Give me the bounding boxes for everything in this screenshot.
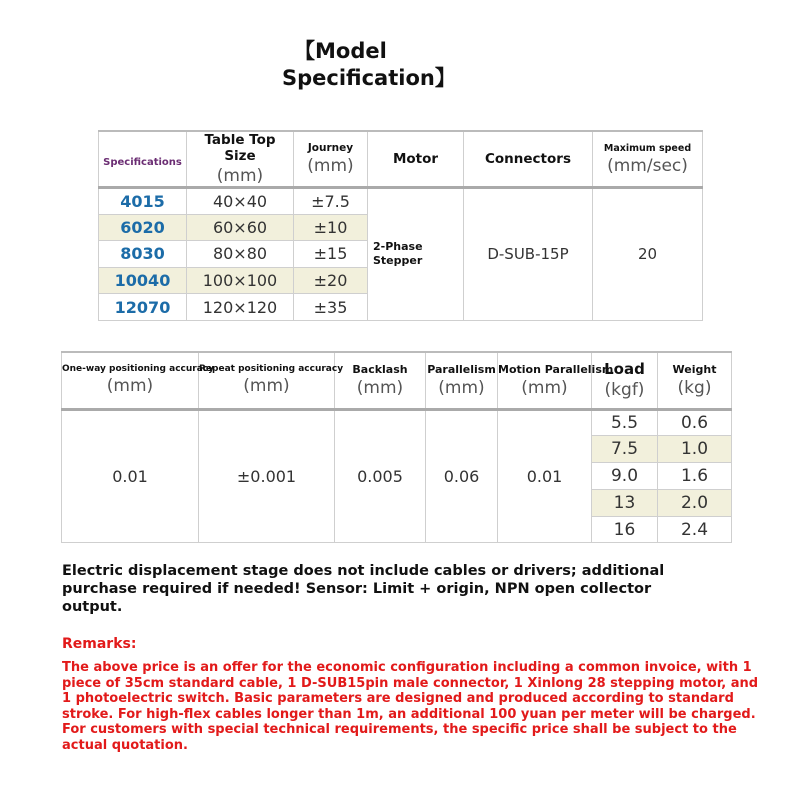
model-cell: 4015 xyxy=(99,188,187,215)
weight-cell: 1.6 xyxy=(658,463,732,490)
header-journey: Journey (mm) xyxy=(294,131,368,188)
model-cell: 10040 xyxy=(99,267,187,294)
weight-cell: 0.6 xyxy=(658,409,732,436)
load-cell: 13 xyxy=(592,489,658,516)
header-repeat: Repeat positioning accuracy (mm) xyxy=(199,352,335,409)
page-title xyxy=(282,38,456,92)
remarks-text: The above price is an offer for the economic configuration including a common invoice, with 1 piece of 35cm standard cable, 1 D-SUB15pin male connector, 1 Xinlong 28 stepping motor, and 1 photoelectric switch. Basic parameters are designed and produced according to standard stroke. For high-flex cables longer than 1m, an additional 100 yuan per meter will be charged. For customers with special technical requirements, the specific price shall be subject to the actual quotation. xyxy=(62,660,759,753)
model-cell: 12070 xyxy=(99,294,187,321)
size-cell: 100×100 xyxy=(187,267,294,294)
motor-cell xyxy=(368,188,464,321)
product-note: Electric displacement stage does not include cables or drivers; additional purchase required if needed! Sensor: Limit + origin, NPN open collector output. xyxy=(62,563,665,615)
header-load: Load (kgf) xyxy=(592,352,658,409)
repeat-cell: ±0.001 xyxy=(199,409,335,543)
one-way-cell: 0.01 xyxy=(62,409,199,543)
load-cell: 9.0 xyxy=(592,463,658,490)
header-specifications: Specifications xyxy=(99,131,187,188)
table-row xyxy=(99,188,703,215)
load-cell: 5.5 xyxy=(592,409,658,436)
page-title-line2: Specification】 xyxy=(282,66,456,90)
page-title-line1: 【Model xyxy=(294,39,387,63)
size-cell: 80×80 xyxy=(187,241,294,268)
model-cell: 6020 xyxy=(99,214,187,241)
header-table-top-size: Table Top Size (mm) xyxy=(187,131,294,188)
journey-cell: ±35 xyxy=(294,294,368,321)
journey-cell: ±10 xyxy=(294,214,368,241)
header-weight: Weight (kg) xyxy=(658,352,732,409)
header-motor: Motor xyxy=(368,131,464,188)
table-row xyxy=(62,409,732,436)
journey-cell: ±20 xyxy=(294,267,368,294)
size-cell: 120×120 xyxy=(187,294,294,321)
header-connectors: Connectors xyxy=(464,131,593,188)
parallelism-cell: 0.06 xyxy=(426,409,498,543)
table-header-row xyxy=(99,131,703,188)
size-cell: 40×40 xyxy=(187,188,294,215)
table-header-row xyxy=(62,352,732,409)
weight-cell: 2.4 xyxy=(658,516,732,543)
header-one-way: One-way positioning accuracy (mm) xyxy=(62,352,199,409)
journey-cell: ±7.5 xyxy=(294,188,368,215)
header-backlash: Backlash (mm) xyxy=(335,352,426,409)
size-cell: 60×60 xyxy=(187,214,294,241)
header-motion-parallelism: Motion Parallelism (mm) xyxy=(498,352,592,409)
model-spec-table xyxy=(98,130,703,321)
remarks-title: Remarks: xyxy=(62,636,137,652)
model-cell: 8030 xyxy=(99,241,187,268)
load-cell: 16 xyxy=(592,516,658,543)
connector-cell: D-SUB-15P xyxy=(464,188,593,321)
motor-line1: 2-Phase xyxy=(373,240,423,254)
motor-line2: Stepper xyxy=(373,254,423,268)
weight-cell: 2.0 xyxy=(658,489,732,516)
weight-cell: 1.0 xyxy=(658,436,732,463)
header-max-speed: Maximum speed (mm/sec) xyxy=(593,131,703,188)
header-parallelism: Parallelism (mm) xyxy=(426,352,498,409)
load-cell: 7.5 xyxy=(592,436,658,463)
speed-cell: 20 xyxy=(593,188,703,321)
backlash-cell: 0.005 xyxy=(335,409,426,543)
motion-parallelism-cell: 0.01 xyxy=(498,409,592,543)
journey-cell: ±15 xyxy=(294,241,368,268)
accuracy-spec-table xyxy=(61,351,732,543)
